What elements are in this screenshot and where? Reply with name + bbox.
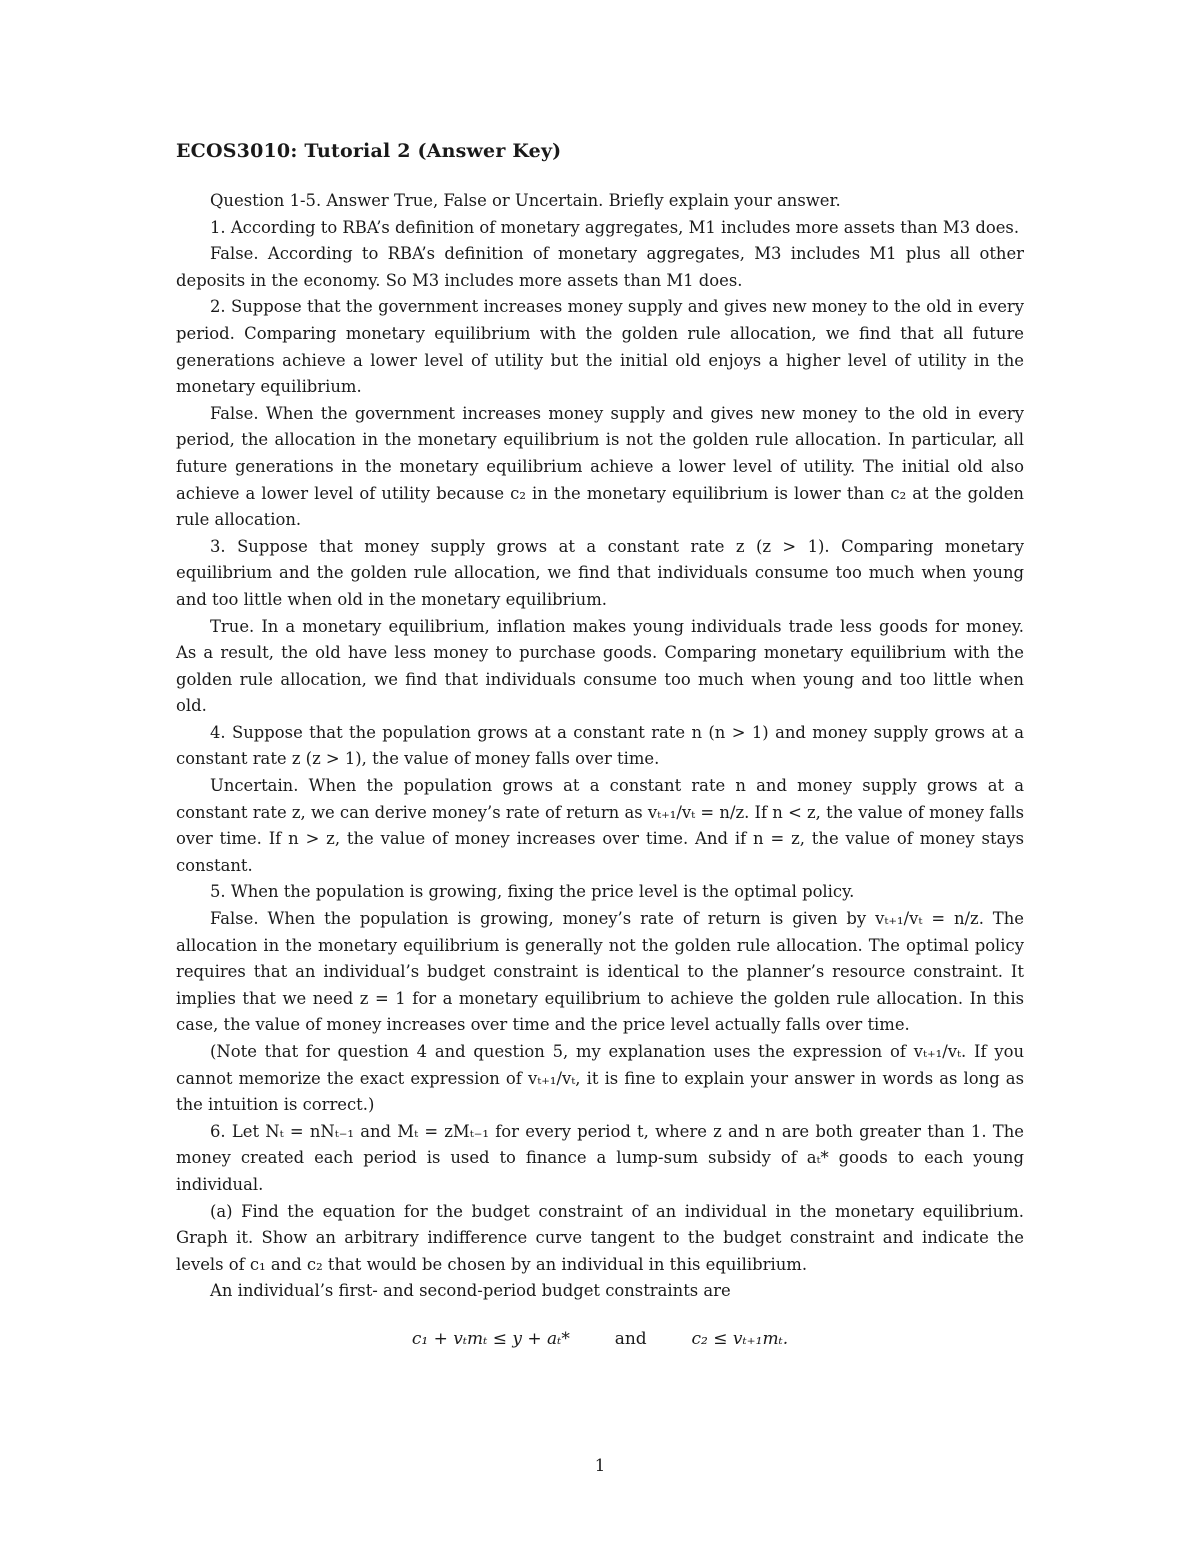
paragraph-question-5: 5. When the population is growing, fixing the price level is the optimal policy. <box>210 882 855 902</box>
paragraph-answer-5: False. When the population is growing, money’s rate of return is given by vₜ₊₁/vₜ = n/z. The allocation in the monetary equilibrium is generally not the golden rule allocation. The optimal policy requires that an individual’s budget constraint is identical to the planner’s resource constraint. It implies that we need z = 1 for a monetary equilibrium to achieve the golden rule allocation. In this case, the value of money increases over time and the price level actually falls over time. <box>176 909 1024 1035</box>
paragraph-question-1: 1. According to RBA’s definition of monetary aggregates, M1 includes more assets than M3 does. <box>210 217 1020 237</box>
budget-constraint-equation <box>176 1329 1024 1349</box>
paragraph-note: (Note that for question 4 and question 5, my explanation uses the expression of vₜ₊₁/vₜ. If you cannot memorize the exact expression of vₜ₊₁/vₜ, it is fine to explain your answer in words as long as the intuition is correct.) <box>176 1042 1024 1115</box>
equation-connector: and <box>614 1328 647 1349</box>
paragraph-answer-2: False. When the government increases money supply and gives new money to the old in every period, the allocation in the monetary equilibrium is not the golden rule allocation. In particular, all future generations in the monetary equilibrium achieve a lower level of utility. The initial old also achieve a lower level of utility because c₂ in the monetary equilibrium is lower than c₂ at the golden rule allocation. <box>176 403 1024 530</box>
paragraph-answer-6a-intro: An individual’s first- and second-period budget constraints are <box>210 1281 731 1301</box>
paragraph-question-6: 6. Let Nₜ = nNₜ₋₁ and Mₜ = zMₜ₋₁ for every period t, where z and n are both greater than 1. The money created each period is used to finance a lump-sum subsidy of aₜ* goods to each young individual. <box>176 1121 1024 1194</box>
paragraph-instructions: Question 1-5. Answer True, False or Uncertain. Briefly explain your answer. <box>210 191 841 210</box>
equation-right: c₂ ≤ vₜ₊₁mₜ. <box>691 1328 789 1349</box>
paragraph-question-2: 2. Suppose that the government increases money supply and gives new money to the old in every period. Comparing monetary equilibrium with the golden rule allocation, we find that all future generations achieve a lower level of utility but the initial old enjoys a higher level of utility in the monetary equilibrium. <box>176 297 1024 397</box>
document-title: ECOS3010: Tutorial 2 (Answer Key) <box>176 140 562 162</box>
document-page <box>176 140 1024 1349</box>
paragraph-answer-4: Uncertain. When the population grows at a constant rate n and money supply grows at a constant rate z, we can derive money’s rate of return as vₜ₊₁/vₜ = n/z. If n < z, the value of money falls over time. If n > z, the value of money increases over time. And if n = z, the value of money stays constant. <box>176 776 1024 875</box>
paragraph-question-6a: (a) Find the equation for the budget constraint of an individual in the monetary equilibrium. Graph it. Show an arbitrary indifference curve tangent to the budget constraint and indicate the levels of c₁ and c₂ that would be chosen by an individual in this equilibrium. <box>176 1201 1024 1274</box>
paragraph-question-4: 4. Suppose that the population grows at a constant rate n (n > 1) and money supply grows at a constant rate z (z > 1), the value of money falls over time. <box>176 722 1024 769</box>
equation-left: c₁ + vₜmₜ ≤ y + aₜ* <box>411 1328 570 1349</box>
paragraph-question-3: 3. Suppose that money supply grows at a constant rate z (z > 1). Comparing monetary equilibrium and the golden rule allocation, we find that individuals consume too much when young and too little when old in the monetary equilibrium. <box>176 536 1024 609</box>
paragraph-answer-3: True. In a monetary equilibrium, inflation makes young individuals trade less goods for money. As a result, the old have less money to purchase goods. Comparing monetary equilibrium with the golden rule allocation, we find that individuals consume too much when young and too little when old. <box>176 616 1024 716</box>
paragraph-answer-1: False. According to RBA’s definition of monetary aggregates, M3 includes M1 plus all other deposits in the economy. So M3 includes more assets than M1 does. <box>176 244 1024 290</box>
page-number: 1 <box>594 1456 606 1475</box>
